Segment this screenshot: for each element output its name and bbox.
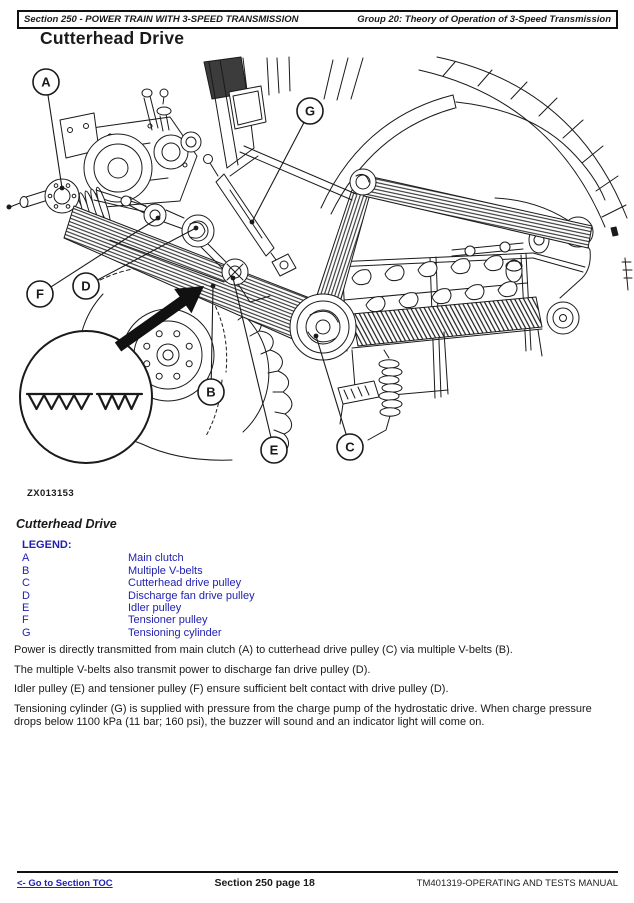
body-paragraph: Idler pulley (E) and tensioner pulley (F) ensure sufficient belt contact with drive pulley (D). (14, 683, 449, 695)
svg-text:D: D (81, 278, 91, 294)
svg-text:B: B (206, 384, 216, 400)
legend-row (22, 614, 255, 626)
cutterhead-drive-diagram (0, 55, 634, 485)
legend-label: Discharge fan drive pulley (128, 589, 255, 602)
page-title: Cutterhead Drive (40, 28, 185, 48)
legend-row (22, 602, 255, 614)
legend-heading: LEGEND: (22, 539, 72, 551)
cab-frame-art (204, 57, 363, 176)
svg-text:F: F (36, 286, 44, 302)
legend-key: D (22, 589, 30, 602)
legend-row (22, 565, 255, 577)
body-text (14, 644, 620, 735)
page-header (17, 10, 618, 29)
legend-key: B (22, 564, 30, 577)
header-group-title: Group 20: Theory of Operation of 3-Speed Transmission (357, 14, 611, 25)
legend-key: C (22, 577, 30, 590)
upper-pulley-art (350, 169, 376, 195)
legend-row (22, 590, 255, 602)
page-footer (17, 877, 618, 889)
legend-label: Idler pulley (128, 602, 182, 615)
svg-text:E: E (269, 442, 279, 458)
callout-A (33, 69, 64, 190)
legend-row (22, 577, 255, 589)
legend (22, 539, 255, 639)
legend-label: Cutterhead drive pulley (128, 577, 242, 590)
svg-text:A: A (41, 74, 51, 90)
body-paragraph: The multiple V-belts also transmit power to discharge fan drive pulley (D). (14, 663, 371, 676)
body-paragraph: Power is directly transmitted from main clutch (A) to cutterhead drive pulley (C) via multiple V-belts (B). (14, 644, 513, 656)
legend-key: A (22, 552, 30, 565)
svg-text:G: G (304, 103, 316, 119)
detail-inset (20, 331, 152, 463)
legend-row (22, 627, 255, 639)
legend-label: Tensioner pulley (128, 614, 208, 627)
footer-page-label: Section 250 page 18 (214, 877, 315, 889)
tension-spring-art (338, 350, 402, 440)
svg-text:C: C (345, 439, 355, 455)
cutterhead-drum-art (335, 227, 618, 400)
body-paragraph: Tensioning cylinder (G) is supplied with pressure from the charge pump of the hydrostatic drive. When charge pressure drops below 1100 kPa (11 bar; 160 psi), the buzzer will sound and an indicator light will come on. (14, 702, 592, 728)
legend-label: Main clutch (128, 552, 184, 565)
footer-rule (17, 871, 618, 873)
legend-label: Tensioning cylinder (128, 626, 222, 639)
go-to-section-toc-link[interactable]: <- Go to Section TOC (17, 878, 113, 889)
legend-row (22, 552, 255, 564)
discharge-fan-pulley-art (182, 215, 214, 247)
header-section-title: Section 250 - POWER TRAIN WITH 3-SPEED TRANSMISSION (24, 14, 299, 25)
figure-caption: Cutterhead Drive (16, 517, 117, 531)
figure-image-id: ZX013153 (27, 488, 75, 499)
legend-label: Multiple V-belts (128, 564, 203, 577)
legend-key: G (22, 626, 31, 639)
legend-key: F (22, 614, 29, 627)
footer-manual-label: TM401319-OPERATING AND TESTS MANUAL (416, 878, 618, 889)
legend-key: E (22, 602, 30, 615)
cutterhead-drive-pulley-art (290, 294, 356, 360)
legend-rows (22, 552, 255, 639)
